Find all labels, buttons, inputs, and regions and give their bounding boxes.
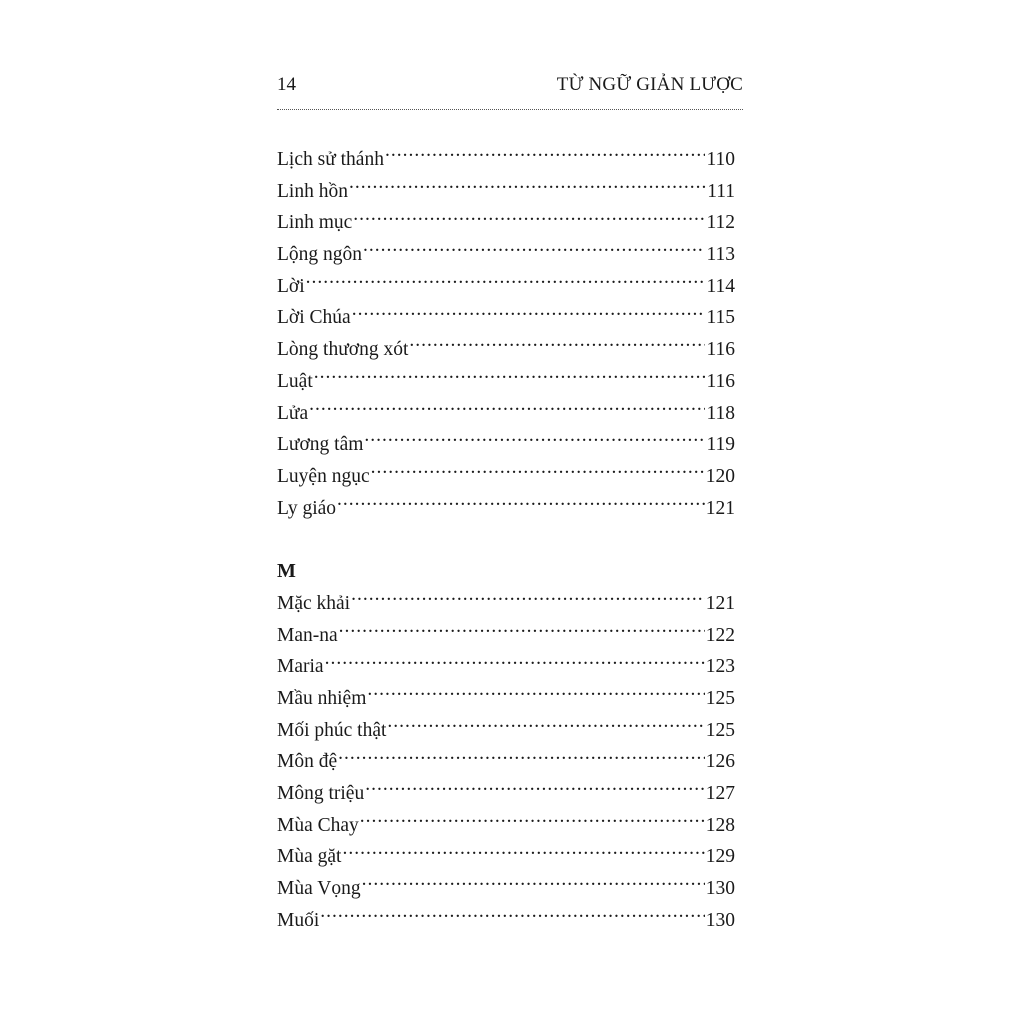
index-entry bbox=[277, 271, 735, 303]
index-entry bbox=[277, 746, 735, 778]
entry-page-number: 120 bbox=[705, 465, 735, 487]
dot-leader bbox=[365, 780, 705, 800]
entry-page-number: 121 bbox=[705, 592, 735, 614]
entry-page-number: 125 bbox=[705, 688, 735, 709]
entry-page-number: 123 bbox=[705, 656, 735, 678]
dot-leader bbox=[385, 146, 706, 166]
entry-page-number: 126 bbox=[705, 751, 735, 773]
section-letter-m: M bbox=[277, 560, 296, 583]
dot-leader bbox=[364, 431, 705, 451]
entry-term: Lương tâm bbox=[277, 434, 364, 456]
index-entry bbox=[277, 429, 735, 461]
entry-page-number: 127 bbox=[705, 783, 735, 805]
index-entry bbox=[277, 461, 735, 493]
entry-page-number: 113 bbox=[706, 244, 735, 266]
dot-leader bbox=[325, 653, 705, 673]
index-entry bbox=[277, 398, 735, 430]
entry-page-number: 119 bbox=[706, 434, 735, 456]
book-page bbox=[277, 70, 743, 937]
dot-leader bbox=[314, 367, 706, 387]
entry-page-number: 121 bbox=[705, 497, 735, 519]
entry-term: Lửa bbox=[277, 402, 309, 424]
dot-leader bbox=[367, 685, 704, 705]
entry-term: Mùa gặt bbox=[277, 846, 342, 868]
index-entry bbox=[277, 207, 735, 239]
index-entry bbox=[277, 239, 735, 271]
entry-term: Lòng thương xót bbox=[277, 339, 409, 361]
index-entry bbox=[277, 144, 735, 176]
entry-page-number: 114 bbox=[706, 275, 735, 297]
entry-term: Linh hồn bbox=[277, 180, 348, 202]
entry-page-number: 112 bbox=[706, 212, 735, 234]
entry-page-number: 110 bbox=[706, 149, 735, 170]
entry-term: Lời Chúa bbox=[277, 307, 351, 329]
page-number: 14 bbox=[277, 74, 296, 95]
dot-leader bbox=[353, 209, 705, 229]
dot-leader bbox=[352, 304, 706, 324]
entry-page-number: 115 bbox=[706, 307, 735, 329]
entry-term: Muối bbox=[277, 909, 320, 931]
index-entry bbox=[277, 620, 735, 652]
entry-page-number: 129 bbox=[705, 846, 735, 868]
entry-term: Lời bbox=[277, 275, 305, 297]
dot-leader bbox=[362, 875, 705, 895]
entry-term: Lịch sử thánh bbox=[277, 149, 384, 170]
index-entry bbox=[277, 905, 735, 937]
entry-page-number: 130 bbox=[705, 878, 735, 900]
entry-page-number: 128 bbox=[705, 814, 735, 836]
entry-term: Maria bbox=[277, 656, 324, 678]
entry-term: Linh mục bbox=[277, 212, 353, 234]
dot-leader bbox=[360, 811, 705, 831]
dot-leader bbox=[371, 462, 705, 482]
index-entry bbox=[277, 334, 735, 366]
entry-page-number: 125 bbox=[705, 719, 735, 741]
index-entry bbox=[277, 302, 735, 334]
entry-term: Mông triệu bbox=[277, 783, 365, 805]
entry-term: Mùa Vọng bbox=[277, 878, 361, 900]
entry-term: Luật bbox=[277, 370, 313, 392]
dot-leader bbox=[351, 589, 705, 609]
index-entry bbox=[277, 810, 735, 842]
entry-term: Lộng ngôn bbox=[277, 244, 363, 266]
index-entry bbox=[277, 493, 735, 525]
index-entry bbox=[277, 841, 735, 873]
running-title: TỪ NGỮ GIẢN LƯỢC bbox=[556, 74, 743, 95]
page-header bbox=[277, 70, 743, 100]
index-entry bbox=[277, 715, 735, 747]
entry-page-number: 118 bbox=[706, 402, 735, 424]
header-dotted-rule bbox=[277, 109, 743, 110]
dot-leader bbox=[320, 906, 704, 926]
index-entry bbox=[277, 873, 735, 905]
entry-term: Mặc khải bbox=[277, 592, 351, 614]
dot-leader bbox=[409, 336, 705, 356]
index-list bbox=[277, 144, 735, 937]
entry-term: Mầu nhiệm bbox=[277, 688, 367, 709]
index-entry bbox=[277, 588, 735, 620]
dot-leader bbox=[338, 748, 705, 768]
entry-term: Man-na bbox=[277, 624, 338, 646]
dot-leader bbox=[349, 177, 706, 197]
dot-leader bbox=[387, 716, 704, 736]
entry-term: Mối phúc thật bbox=[277, 719, 387, 741]
entry-page-number: 111 bbox=[707, 180, 735, 202]
entry-page-number: 130 bbox=[705, 909, 735, 931]
dot-leader bbox=[363, 241, 705, 261]
dot-leader bbox=[309, 399, 705, 419]
index-entry bbox=[277, 778, 735, 810]
entry-page-number: 116 bbox=[706, 370, 735, 392]
dot-leader bbox=[339, 621, 705, 641]
section-m-entries bbox=[277, 588, 735, 937]
entry-page-number: 122 bbox=[705, 624, 735, 646]
entry-term: Mùa Chay bbox=[277, 814, 359, 836]
dot-leader bbox=[306, 272, 706, 292]
entry-page-number: 116 bbox=[706, 339, 735, 361]
index-entry bbox=[277, 683, 735, 715]
entry-term: Môn đệ bbox=[277, 751, 338, 773]
index-entry bbox=[277, 176, 735, 208]
section-l-entries bbox=[277, 144, 735, 524]
dot-leader bbox=[337, 494, 705, 514]
dot-leader bbox=[342, 843, 704, 863]
index-entry bbox=[277, 366, 735, 398]
index-entry bbox=[277, 651, 735, 683]
entry-term: Ly giáo bbox=[277, 497, 337, 519]
entry-term: Luyện ngục bbox=[277, 465, 370, 487]
